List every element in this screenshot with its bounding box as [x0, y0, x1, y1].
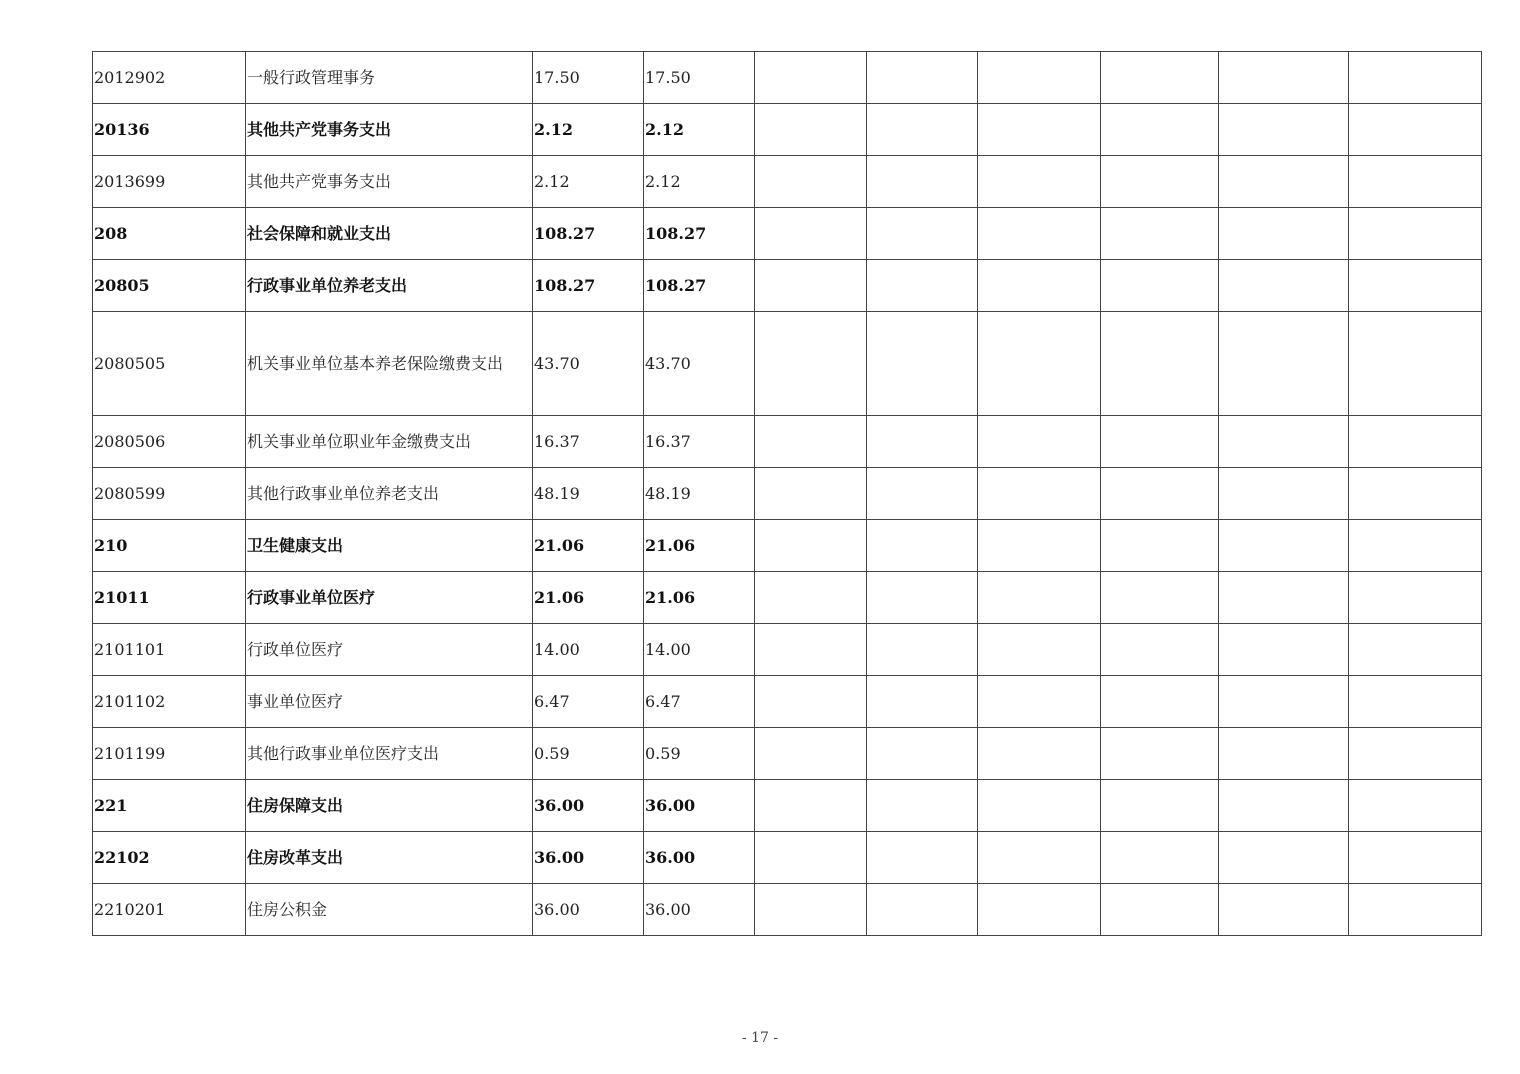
table-row [93, 468, 1482, 520]
empty-cell [1219, 52, 1349, 104]
empty-cell [867, 572, 978, 624]
total-amount: 17.50 [533, 52, 644, 104]
empty-cell [755, 312, 867, 416]
expenditure-table-container [92, 51, 1481, 936]
empty-cell [1349, 572, 1482, 624]
total-amount: 2.12 [533, 156, 644, 208]
empty-cell [978, 884, 1101, 936]
empty-cell [867, 780, 978, 832]
basic-amount: 14.00 [644, 624, 755, 676]
empty-cell [1219, 416, 1349, 468]
empty-cell [867, 52, 978, 104]
empty-cell [978, 832, 1101, 884]
empty-cell [1101, 416, 1219, 468]
basic-amount: 2.12 [644, 156, 755, 208]
empty-cell [867, 156, 978, 208]
empty-cell [1349, 260, 1482, 312]
subject-name: 行政事业单位医疗 [246, 572, 533, 624]
empty-cell [1219, 156, 1349, 208]
empty-cell [1219, 520, 1349, 572]
total-amount: 36.00 [533, 780, 644, 832]
empty-cell [1101, 624, 1219, 676]
empty-cell [755, 780, 867, 832]
empty-cell [1349, 624, 1482, 676]
total-amount: 21.06 [533, 520, 644, 572]
empty-cell [755, 676, 867, 728]
empty-cell [978, 208, 1101, 260]
subject-name: 一般行政管理事务 [246, 52, 533, 104]
empty-cell [978, 260, 1101, 312]
empty-cell [1219, 676, 1349, 728]
empty-cell [1349, 884, 1482, 936]
table-row [93, 676, 1482, 728]
empty-cell [867, 884, 978, 936]
basic-amount: 36.00 [644, 884, 755, 936]
empty-cell [867, 520, 978, 572]
total-amount: 108.27 [533, 208, 644, 260]
subject-code: 21011 [93, 572, 246, 624]
subject-code: 208 [93, 208, 246, 260]
empty-cell [1349, 832, 1482, 884]
empty-cell [1219, 312, 1349, 416]
empty-cell [978, 780, 1101, 832]
empty-cell [1101, 884, 1219, 936]
subject-code: 2012902 [93, 52, 246, 104]
subject-code: 2080506 [93, 416, 246, 468]
basic-amount: 36.00 [644, 832, 755, 884]
table-row [93, 416, 1482, 468]
empty-cell [755, 260, 867, 312]
empty-cell [1101, 520, 1219, 572]
empty-cell [867, 104, 978, 156]
empty-cell [1101, 156, 1219, 208]
subject-name: 其他共产党事务支出 [246, 156, 533, 208]
empty-cell [755, 520, 867, 572]
table-row [93, 572, 1482, 624]
empty-cell [1349, 728, 1482, 780]
subject-name: 住房改革支出 [246, 832, 533, 884]
subject-name: 行政单位医疗 [246, 624, 533, 676]
empty-cell [755, 208, 867, 260]
basic-amount: 36.00 [644, 780, 755, 832]
empty-cell [1219, 260, 1349, 312]
empty-cell [755, 728, 867, 780]
subject-code: 2013699 [93, 156, 246, 208]
empty-cell [867, 624, 978, 676]
expenditure-table [92, 51, 1482, 936]
table-row [93, 312, 1482, 416]
total-amount: 0.59 [533, 728, 644, 780]
subject-name: 其他共产党事务支出 [246, 104, 533, 156]
empty-cell [978, 52, 1101, 104]
total-amount: 48.19 [533, 468, 644, 520]
page-number: - 17 - [741, 1030, 779, 1046]
empty-cell [867, 832, 978, 884]
basic-amount: 2.12 [644, 104, 755, 156]
empty-cell [1349, 780, 1482, 832]
empty-cell [1219, 624, 1349, 676]
table-body [93, 52, 1482, 936]
total-amount: 6.47 [533, 676, 644, 728]
empty-cell [755, 52, 867, 104]
total-amount: 43.70 [533, 312, 644, 416]
empty-cell [978, 572, 1101, 624]
total-amount: 14.00 [533, 624, 644, 676]
empty-cell [978, 676, 1101, 728]
table-row [93, 832, 1482, 884]
empty-cell [1349, 104, 1482, 156]
empty-cell [1349, 520, 1482, 572]
empty-cell [755, 832, 867, 884]
subject-name: 卫生健康支出 [246, 520, 533, 572]
empty-cell [1219, 832, 1349, 884]
empty-cell [755, 416, 867, 468]
empty-cell [978, 624, 1101, 676]
empty-cell [1101, 780, 1219, 832]
basic-amount: 43.70 [644, 312, 755, 416]
subject-name: 事业单位医疗 [246, 676, 533, 728]
empty-cell [1101, 572, 1219, 624]
subject-code: 2101199 [93, 728, 246, 780]
subject-code: 2080599 [93, 468, 246, 520]
empty-cell [978, 468, 1101, 520]
table-row [93, 52, 1482, 104]
table-row [93, 104, 1482, 156]
basic-amount: 21.06 [644, 572, 755, 624]
subject-name: 社会保障和就业支出 [246, 208, 533, 260]
empty-cell [867, 676, 978, 728]
empty-cell [1101, 468, 1219, 520]
subject-name: 机关事业单位职业年金缴费支出 [246, 416, 533, 468]
total-amount: 16.37 [533, 416, 644, 468]
subject-name: 其他行政事业单位养老支出 [246, 468, 533, 520]
empty-cell [1219, 468, 1349, 520]
empty-cell [978, 104, 1101, 156]
empty-cell [1101, 208, 1219, 260]
basic-amount: 21.06 [644, 520, 755, 572]
empty-cell [1349, 52, 1482, 104]
basic-amount: 6.47 [644, 676, 755, 728]
subject-name: 其他行政事业单位医疗支出 [246, 728, 533, 780]
total-amount: 21.06 [533, 572, 644, 624]
subject-code: 2101102 [93, 676, 246, 728]
empty-cell [1349, 156, 1482, 208]
empty-cell [978, 416, 1101, 468]
subject-code: 22102 [93, 832, 246, 884]
subject-name: 机关事业单位基本养老保险缴费支出 [246, 312, 533, 416]
empty-cell [1349, 312, 1482, 416]
table-row [93, 208, 1482, 260]
empty-cell [1101, 52, 1219, 104]
empty-cell [867, 728, 978, 780]
table-row [93, 728, 1482, 780]
table-row [93, 884, 1482, 936]
basic-amount: 108.27 [644, 260, 755, 312]
empty-cell [755, 156, 867, 208]
empty-cell [755, 572, 867, 624]
empty-cell [867, 260, 978, 312]
table-row [93, 520, 1482, 572]
empty-cell [867, 312, 978, 416]
empty-cell [755, 624, 867, 676]
empty-cell [1101, 312, 1219, 416]
empty-cell [1101, 260, 1219, 312]
empty-cell [1349, 208, 1482, 260]
empty-cell [1349, 468, 1482, 520]
table-row [93, 624, 1482, 676]
empty-cell [1219, 572, 1349, 624]
total-amount: 108.27 [533, 260, 644, 312]
total-amount: 36.00 [533, 884, 644, 936]
empty-cell [1349, 416, 1482, 468]
subject-name: 住房保障支出 [246, 780, 533, 832]
empty-cell [867, 416, 978, 468]
empty-cell [1219, 884, 1349, 936]
empty-cell [1101, 832, 1219, 884]
empty-cell [1349, 676, 1482, 728]
total-amount: 36.00 [533, 832, 644, 884]
empty-cell [755, 468, 867, 520]
subject-code: 2210201 [93, 884, 246, 936]
empty-cell [755, 884, 867, 936]
empty-cell [1101, 728, 1219, 780]
table-row [93, 156, 1482, 208]
empty-cell [867, 208, 978, 260]
basic-amount: 108.27 [644, 208, 755, 260]
basic-amount: 16.37 [644, 416, 755, 468]
subject-code: 20136 [93, 104, 246, 156]
subject-code: 2080505 [93, 312, 246, 416]
empty-cell [1219, 780, 1349, 832]
subject-code: 2101101 [93, 624, 246, 676]
empty-cell [978, 312, 1101, 416]
subject-name: 住房公积金 [246, 884, 533, 936]
subject-code: 210 [93, 520, 246, 572]
empty-cell [1101, 104, 1219, 156]
empty-cell [978, 728, 1101, 780]
empty-cell [867, 468, 978, 520]
empty-cell [1101, 676, 1219, 728]
table-row [93, 260, 1482, 312]
empty-cell [1219, 208, 1349, 260]
subject-name: 行政事业单位养老支出 [246, 260, 533, 312]
basic-amount: 17.50 [644, 52, 755, 104]
empty-cell [1219, 728, 1349, 780]
subject-code: 20805 [93, 260, 246, 312]
empty-cell [1219, 104, 1349, 156]
empty-cell [978, 156, 1101, 208]
basic-amount: 48.19 [644, 468, 755, 520]
subject-code: 221 [93, 780, 246, 832]
basic-amount: 0.59 [644, 728, 755, 780]
empty-cell [755, 104, 867, 156]
table-row [93, 780, 1482, 832]
total-amount: 2.12 [533, 104, 644, 156]
empty-cell [978, 520, 1101, 572]
